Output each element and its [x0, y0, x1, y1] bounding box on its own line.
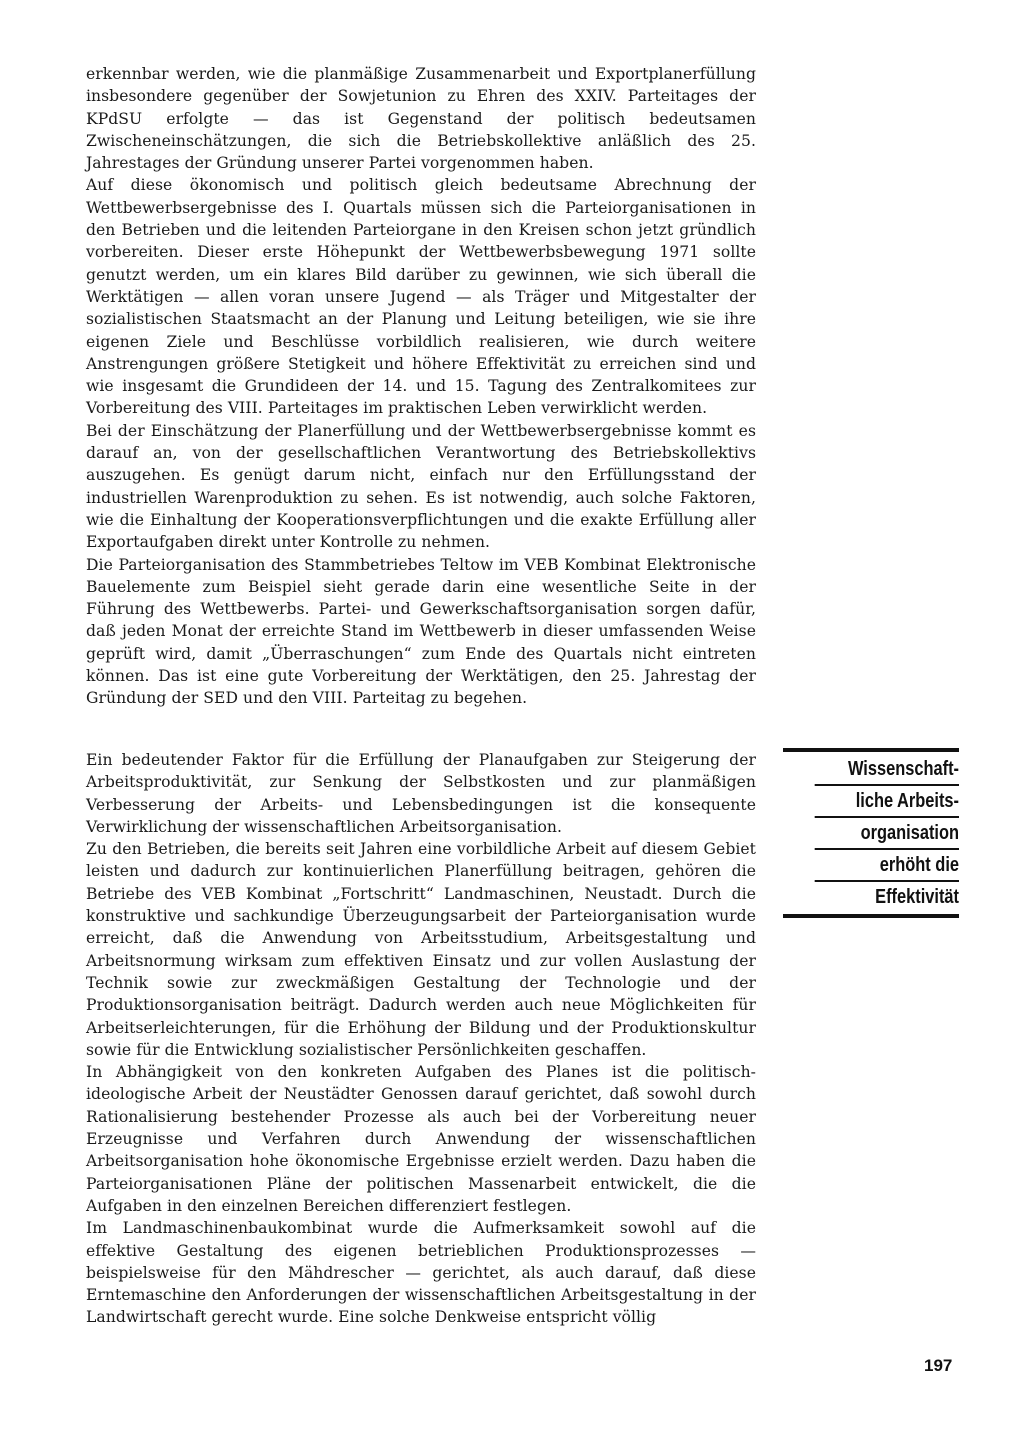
- paragraph: Auf diese ökonomisch und politisch gleich bedeutsame Abrechnung der Wettbewerbsergebnisse des I. Quartals müssen sich die Parteiorganisationen in den Betrieben und die leitenden Parteiorgane in den Kreisen schon jetzt gründlich vorbereiten. Dieser erste Höhepunkt der Wettbewerbsbewegung 1971 sollte genutzt werden, um ein klares Bild darüber zu gewinnen, wie sich überall die Werktätigen — allen voran unsere Jugend — als Träger und Mitgestalter der sozialistischen Staatsmacht an der Planung und Leitung beteiligen, wie sie ihre eigenen Ziele und Beschlüsse vorbildlich realisieren, wie durch weitere Anstrengungen größere Stetigkeit und höhere Effektivität zu erreichen sind und wie insgesamt die Grundideen der 14. und 15. Tagung des Zentralkomitees zur Vorbereitung des VIII. Parteitages im praktischen Leben verwirklicht werden.: [86, 176, 756, 418]
- paragraph: Zu den Betrieben, die bereits seit Jahren eine vorbildliche Arbeit auf diesem Gebiet leisten und dadurch zur kontinuierlichen Planerfüllung beitragen, gehören die Betriebe des VEB Kombinat „Fortschritt“ Landmaschinen, Neustadt. Durch die konstruktive und sachkundige Überzeugungsarbeit der Parteiorganisation wurde erreicht, daß die Anwendung von Arbeitsstudium, Arbeitsgestaltung und Arbeitsnormung wirksam zum effektiven Einsatz und zur vollen Auslastung der Technik sowie zur zweckmäßigen Gestaltung der Technologie und der Produktionsorganisation beiträgt. Dadurch werden auch neue Möglichkeiten für Arbeitserleichterungen, für die Erhöhung der Bildung und der Produktionskultur sowie für die Entwicklung sozialistischer Persönlichkeiten geschaffen.: [86, 840, 756, 1059]
- paragraph: Die Parteiorganisation des Stammbetriebes Teltow im VEB Kombinat Elektronische Bauelemente zum Beispiel sieht gerade darin eine wesentliche Seite in der Führung des Wettbewerbs. Partei- und Gewerkschaftsorganisation sorgen dafür, daß jeden Monat der erreichte Stand im Wettbewerb in dieser umfassenden Weise geprüft wird, damit „Überraschungen“ zum Ende des Quartals nicht eintreten können. Das ist eine gute Vorbereitung der Werktätigen, den 25. Jahrestag der Gründung der SED und den VIII. Parteitag zu begehen.: [86, 555, 756, 708]
- paragraph: In Abhängigkeit von den konkreten Aufgaben des Planes ist die politisch-ideologische Arbeit der Neustädter Genossen darauf gerichtet, daß sowohl durch Rationalisierung bestehender Prozesse als auch bei der Vorbereitung neuer Erzeugnisse und Verfahren durch Anwendung der wissenschaftlichen Arbeitsorganisation hohe ökonomische Ergebnisse erzielt werden. Dazu haben die Parteiorganisationen Pläne der politischen Massenarbeit entwickelt, die die Aufgaben in den einzelnen Bereichen differenziert festlegen.: [86, 1063, 756, 1215]
- margin-heading-line: liche Arbeits-: [815, 786, 959, 818]
- paragraph: erkennbar werden, wie die planmäßige Zusammenarbeit und Exportplanerfüllung insbesondere gegenüber der Sowjetunion zu Ehren des XXIV. Parteitages der KPdSU erfolgte — das ist Gegenstand der politisch bedeutsamen Zwischeneinschätzungen, die sich die Betriebskollektive anläßlich des 25. Jahrestages der Gründung unserer Partei vorgenommen haben.: [86, 65, 756, 173]
- margin-heading-line: organisation: [815, 818, 959, 850]
- paragraph: Bei der Einschätzung der Planerfüllung und der Wettbewerbsergebnisse kommt es darauf an, von der gesellschaftlichen Verantwortung des Betriebskollektivs auszugehen. Es genügt darum nicht, einfach nur den Erfüllungsstand der industriellen Warenproduktion zu sehen. Es ist notwendig, auch solche Faktoren, wie die Einhaltung der Kooperationsverpflichtungen und die exakte Erfüllung aller Exportaufgaben direkt unter Kontrolle zu nehmen.: [86, 421, 756, 552]
- margin-heading: [783, 748, 959, 918]
- margin-heading-line: erhöht die: [815, 850, 959, 882]
- main-text-column-upper: [86, 63, 756, 710]
- paragraph: Ein bedeutender Faktor für die Erfüllung der Planaufgaben zur Steigerung der Arbeitsproduktivität, zur Senkung der Selbstkosten und zur planmäßigen Verbesserung der Arbeits- und Lebensbedingungen ist die konsequente Verwirklichung der wissenschaftlichen Arbeitsorganisation.: [86, 751, 756, 836]
- page-number: 197: [924, 1356, 953, 1375]
- paragraph: Im Landmaschinenbaukombinat wurde die Aufmerksamkeit sowohl auf die effektive Gestaltung des eigenen betrieblichen Produktionsprozesses — beispielsweise für den Mähdrescher — gerichtet, als auch darauf, daß diese Erntemaschine den Anforderungen der wissenschaftlichen Arbeitsgestaltung in der Landwirtschaft gerecht wurde. Eine solche Denkweise entspricht völlig: [86, 1219, 756, 1327]
- main-text-column-lower: [86, 749, 756, 1329]
- margin-heading-line: Wissenschaft-: [815, 754, 959, 786]
- margin-heading-line: Effektivität: [875, 886, 959, 908]
